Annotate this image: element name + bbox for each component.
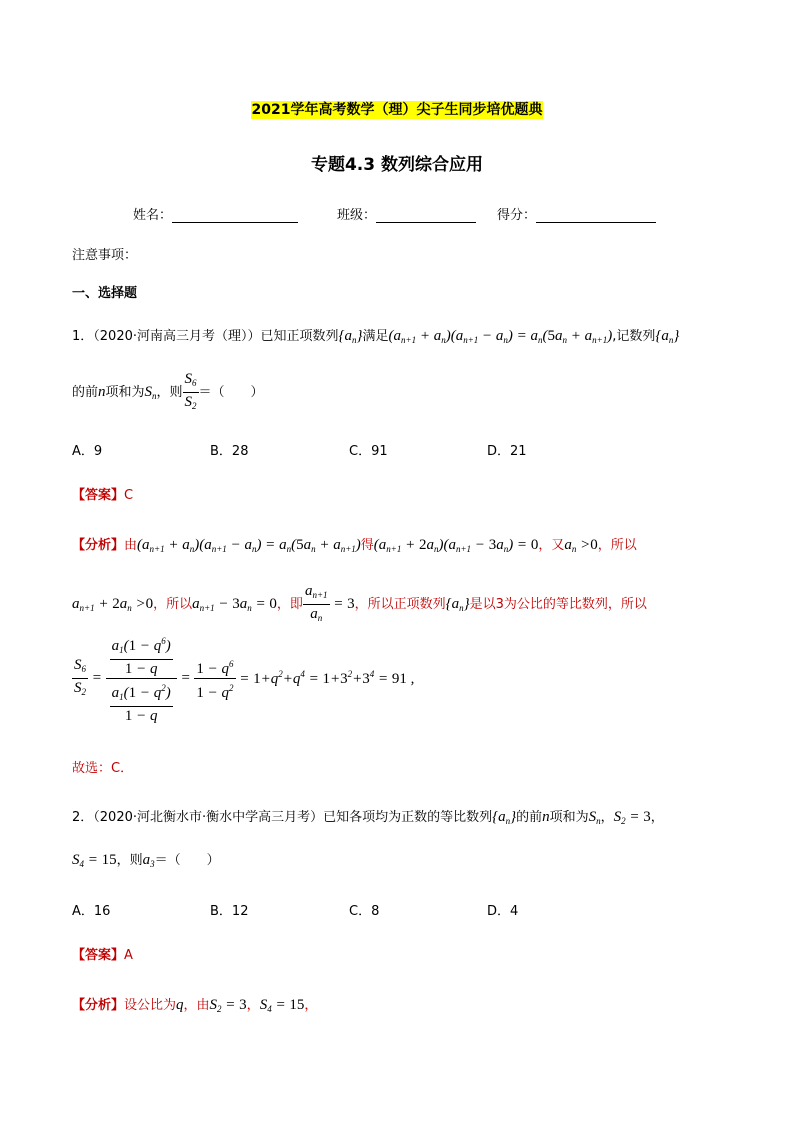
q2-option-b[interactable]: B．12 [210,904,249,919]
class-blank[interactable] [376,208,476,223]
q1-a3: ，又 [538,538,565,553]
score-field [497,204,656,223]
q1-line2-d: ＝（ ） [198,385,264,400]
q1-stem-line1 [72,325,679,345]
q1-option-d[interactable]: D．21 [487,444,527,459]
q2-mid: 的前 [516,810,543,825]
q1-b4: 是以3为公比的等比数列，所以 [469,597,647,612]
q1-equation: $(a_{n+1} + a_n)(a_{n+1} - a_n) = a_n(5a_n + a_{n+1})$ [388,328,613,345]
q1-conclusion: 故选：C． [72,761,134,776]
q2-option-a[interactable]: A．16 [72,904,111,919]
q2-answer [72,944,133,963]
q1-a4: ，所以 [597,538,637,553]
score-blank[interactable] [536,208,656,223]
q1-prefix: 1．（2020·河南高三月考（理））已知正项数列 [72,329,339,344]
q1-mid2: ,记数列 [612,329,656,344]
q2-option-c[interactable]: C．8 [349,904,380,919]
name-label: 姓名： [133,208,173,223]
q1-mid1: 满足 [362,329,389,344]
q2-stem-line1: 2．（2020·河北衡水市·衡水中学高三月考）已知各项均为正数的等比数列$\{a_n\}$的前n项和为$S_n$，$S_2 = 3$， [72,809,664,826]
q1-analysis-tag: 【分析】 [72,538,125,553]
q1-line2-c: ，则 [156,385,183,400]
q2-prefix: 2．（2020·河北衡水市·衡水中学高三月考）已知各项均为正数的等比数列 [72,810,493,825]
q2-analysis-line1: 【分析】设公比为q，由$S_2 = 3$，$S_4 = 15$， [72,997,318,1014]
q2-line2-b: ，则 [116,853,143,868]
score-label: 得分： [497,208,537,223]
q1-option-b[interactable]: B．28 [210,444,249,459]
document-header [0,99,794,119]
name-field [133,204,298,223]
section-heading: 一、选择题 [72,286,138,301]
class-label: 班级： [337,208,377,223]
q2-a1: 设公比为 [124,998,177,1013]
q1-b3: ，所以正项数列 [354,597,446,612]
q1-a2: 得 [360,538,374,553]
q1-seq2: $\{a_n\}$ [655,328,680,345]
q1-b1: ，所以 [153,597,193,612]
q1-stem-line2: 的前n项和为$S_n$，则 $\frac{S_6}{S_2}$ ＝（ ） [72,370,264,415]
q2-answer-tag: 【答案】 [72,948,125,963]
q1-option-c[interactable]: C．91 [349,444,388,459]
q1-line2-a: 的前 [72,385,99,400]
q2-line2-c: ＝（ ） [154,853,220,868]
q1-fraction: $\frac{S_6}{S_2}$ [184,371,197,411]
notice-heading: 注意事项： [72,248,138,263]
q1-a1: 由 [124,538,138,553]
q1-seq: $\{a_n\}$ [338,328,363,345]
q1-answer [72,484,133,503]
header-text: 2021学年高考数学（理）尖子生同步培优题典 [251,102,543,118]
q2-analysis-tag: 【分析】 [72,998,125,1013]
q1-analysis-line2: $a_{n+1} + 2a_n >0$，所以$a_{n+1} - 3a_n = 0$，即 $\frac{a_{n+1}}{a_n}$ = 3，所以正项数列$\{a_n\}$是以3为公比的等比数列，所以 [72,583,647,623]
q2-a2: ，由 [183,998,210,1013]
q1-answer-tag: 【答案】 [72,488,125,503]
q1-derivation: $\frac{S_6}{S_2}$ = $\frac{\frac{a_1(1 - q^6)}{1 - q}}{\frac{a_1(1 - q^2)}{1 - q}}$ = $\frac{1 - q^6}{1 - q^2}$ = $1+q^2+q^4 = 1+3^2+3^4 = 91$ , [72,632,414,725]
page-title: 专题4.3 数列综合应用 [310,155,484,175]
q2-mid2: 项和为 [549,810,589,825]
q2-answer-value: A [124,948,133,963]
q1-option-a[interactable]: A．9 [72,444,103,459]
q2-option-d[interactable]: D．4 [487,904,519,919]
q1-line2-b: 项和为 [105,385,145,400]
q1-analysis-line1: 【分析】由$(a_{n+1} + a_n)(a_{n+1} - a_n) = a_n(5a_n + a_{n+1})$得$(a_{n+1} + 2a_n)(a_{n+1} - 3a_n) = 0$，又$a_n >0$，所以 [72,537,637,554]
class-field [337,204,476,223]
name-blank[interactable] [172,208,298,223]
q1-answer-value: C [124,488,134,503]
q2-stem-line2: $S_4 = 15$，则$a_3=$（ ） [72,852,220,869]
q1-b2: ，即 [276,597,303,612]
